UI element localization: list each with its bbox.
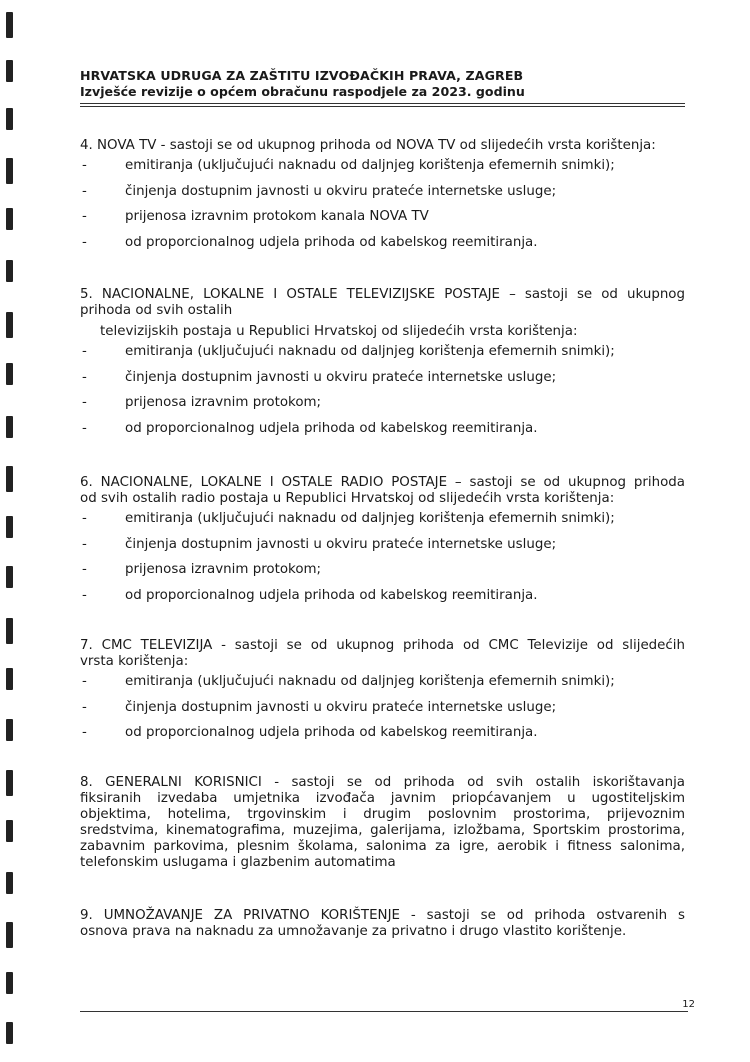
list-item — [80, 562, 685, 588]
binder-mark — [6, 719, 13, 741]
list-item — [80, 674, 685, 700]
list-item — [80, 537, 685, 563]
binder-mark — [6, 872, 13, 894]
list-item — [80, 235, 685, 261]
bullet-dash: - — [82, 420, 87, 436]
list-item-text: emitiranja (uključujući naknadu od daljnjeg korištenja efemernih snimki); — [125, 674, 615, 689]
list-item-text: činjenja dostupnim javnosti u okviru prateće internetske usluge; — [125, 369, 557, 385]
binder-mark — [6, 972, 13, 994]
bullet-dash: - — [82, 562, 87, 577]
binder-mark — [6, 312, 13, 338]
bullet-dash: - — [82, 536, 87, 552]
binder-mark — [6, 668, 13, 690]
bullet-dash: - — [82, 234, 87, 250]
binder-mark — [6, 158, 13, 184]
list-item-text: prijenosa izravnim protokom; — [125, 562, 322, 577]
list-item-text: činjenja dostupnim javnosti u okviru prateće internetske usluge; — [125, 183, 557, 199]
list-item-text: činjenja dostupnim javnosti u okviru prateće internetske usluge; — [125, 536, 557, 552]
binder-mark — [6, 260, 13, 282]
binder-mark — [6, 618, 13, 644]
list-item — [80, 209, 685, 235]
footer-rule — [80, 1011, 688, 1012]
section-heading-line: 7. CMC TELEVIZIJA - sastoji se od ukupnog prihoda od CMC Televizije od slijedećih — [80, 638, 685, 653]
bullet-dash: - — [82, 511, 87, 526]
binder-mark — [6, 922, 13, 948]
list-item-text: emitiranja (uključujući naknadu od daljnjeg korištenja efemernih snimki); — [125, 158, 615, 173]
section-heading-line: sredstvima, kinematografima, muzejima, galerijama, izložbama, Sportskim prostorima, — [80, 823, 685, 838]
bullet-dash: - — [82, 209, 87, 224]
bullet-dash: - — [82, 725, 87, 740]
list-item-text: emitiranja (uključujući naknadu od daljnjeg korištenja efemernih snimki); — [125, 344, 615, 359]
section-9 — [80, 908, 685, 940]
section-heading-line: fiksiranih izvedaba umjetnika izvođača javnim priopćavanjem u ugostiteljskim — [80, 791, 685, 806]
list-item — [80, 158, 685, 184]
section-heading-line: 8. GENERALNI KORISNICI - sastoji se od prihoda od svih ostalih iskorištavanja — [80, 775, 685, 790]
section-5 — [80, 287, 685, 446]
bullet-list — [80, 344, 685, 446]
list-item-text: od proporcionalnog udjela prihoda od kabelskog reemitiranja. — [125, 234, 538, 250]
binder-mark — [6, 12, 13, 38]
section-heading-line: 5. NACIONALNE, LOKALNE I OSTALE TELEVIZIJSKE POSTAJE – sastoji se od ukupnog — [80, 287, 685, 302]
binder-mark — [6, 566, 13, 588]
list-item — [80, 370, 685, 396]
header-rule — [80, 103, 685, 104]
bullet-list — [80, 674, 685, 751]
list-item — [80, 511, 685, 537]
list-item-text: od proporcionalnog udjela prihoda od kabelskog reemitiranja. — [125, 587, 538, 603]
binder-holes — [0, 0, 22, 1062]
bullet-dash: - — [82, 395, 87, 410]
bullet-dash: - — [82, 158, 87, 173]
section-4 — [80, 138, 685, 260]
binder-mark — [6, 516, 13, 538]
binder-mark — [6, 60, 13, 82]
binder-mark — [6, 466, 13, 492]
section-heading-line: objektima, hotelima, trgovinskim i drugim poslovnim prostorima, prijevoznim — [80, 807, 685, 822]
list-item-text: od proporcionalnog udjela prihoda od kabelskog reemitiranja. — [125, 725, 538, 740]
list-item-text: emitiranja (uključujući naknadu od daljnjeg korištenja efemernih snimki); — [125, 511, 615, 526]
section-heading-line: 9. UMNOŽAVANJE ZA PRIVATNO KORIŠTENJE - sastoji se od prihoda ostvarenih s — [80, 908, 685, 923]
section-7 — [80, 638, 685, 751]
list-item — [80, 184, 685, 210]
binder-mark — [6, 770, 13, 796]
section-heading-line: osnova prava na naknadu za umnožavanje za privatno i drugo vlastito korištenje. — [80, 924, 627, 939]
list-item — [80, 395, 685, 421]
bullet-dash: - — [82, 369, 87, 385]
section-heading-line: 6. NACIONALNE, LOKALNE I OSTALE RADIO POSTAJE – sastoji se od ukupnog prihoda — [80, 475, 685, 490]
page-number: 12 — [682, 999, 695, 1010]
bullet-dash: - — [82, 699, 87, 715]
binder-mark — [6, 1022, 13, 1044]
list-item — [80, 344, 685, 370]
section-heading-line: zabavnim parkovima, plesnim školama, salonima za igre, aerobik i fitness salonima, — [80, 839, 685, 854]
list-item — [80, 588, 685, 614]
list-item — [80, 421, 685, 447]
list-item-text: prijenosa izravnim protokom; — [125, 395, 322, 410]
list-item — [80, 725, 685, 751]
bullet-list — [80, 511, 685, 613]
bullet-list — [80, 158, 685, 260]
binder-mark — [6, 416, 13, 438]
section-heading-line: telefonskim uslugama i glazbenim automatima — [80, 855, 396, 870]
bullet-dash: - — [82, 587, 87, 603]
header-rule-double — [80, 106, 685, 107]
section-8 — [80, 775, 685, 871]
document-header — [80, 68, 685, 100]
section-heading-line: vrsta korištenja: — [80, 654, 189, 669]
list-item-text: od proporcionalnog udjela prihoda od kabelskog reemitiranja. — [125, 420, 538, 436]
list-item — [80, 700, 685, 726]
list-item-text: prijenosa izravnim protokom kanala NOVA TV — [125, 209, 429, 224]
binder-mark — [6, 108, 13, 130]
binder-mark — [6, 363, 13, 385]
report-title: Izvješće revizije o općem obračunu raspodjele za 2023. godinu — [80, 84, 525, 99]
binder-mark — [6, 208, 13, 230]
bullet-dash: - — [82, 344, 87, 359]
section-heading-line: televizijskih postaja u Republici Hrvatskoj od slijedećih vrsta korištenja: — [100, 324, 578, 339]
binder-mark — [6, 820, 13, 842]
organization-title: HRVATSKA UDRUGA ZA ZAŠTITU IZVOĐAČKIH PRAVA, ZAGREB — [80, 68, 524, 83]
section-heading-line: prihoda od svih ostalih — [80, 303, 233, 318]
list-item-text: činjenja dostupnim javnosti u okviru prateće internetske usluge; — [125, 699, 557, 715]
section-heading-line: 4. NOVA TV - sastoji se od ukupnog prihoda od NOVA TV od slijedećih vrsta korištenja: — [80, 138, 656, 153]
section-6 — [80, 475, 685, 613]
bullet-dash: - — [82, 183, 87, 199]
section-heading-line: od svih ostalih radio postaja u Republici Hrvatskoj od slijedećih vrsta korištenja: — [80, 491, 615, 506]
bullet-dash: - — [82, 674, 87, 689]
